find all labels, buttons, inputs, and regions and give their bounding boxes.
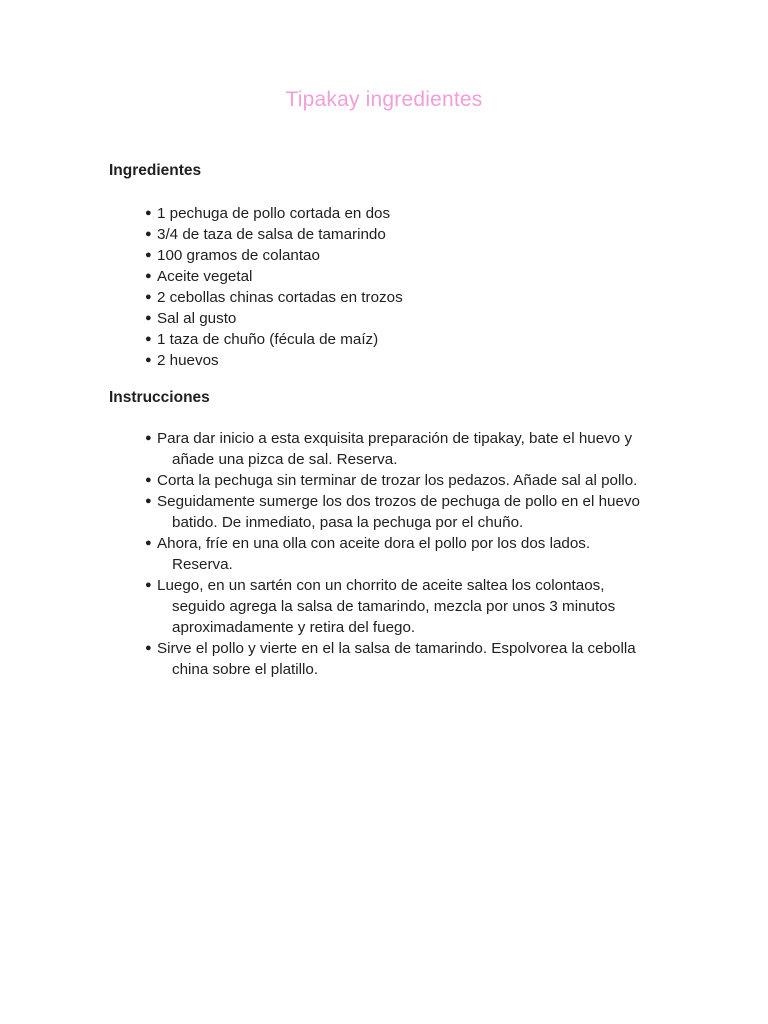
bullet-icon: ● (145, 249, 152, 261)
bullet-icon: ● (145, 474, 152, 486)
ingredient-item: ● 2 huevos (145, 352, 219, 369)
bullet-icon: ● (145, 312, 152, 324)
bullet-icon: ● (145, 432, 152, 444)
instructions-heading: Instrucciones (109, 389, 210, 406)
bullet-icon: ● (145, 579, 152, 591)
bullet-icon: ● (145, 537, 152, 549)
bullet-icon: ● (145, 207, 152, 219)
bullet-icon: ● (145, 333, 152, 345)
instruction-step: ● Luego, en un sartén con un chorrito de aceite saltea los colontaos, seguido agrega la salsa de tamarindo, mezcla por unos 3 minutos aproximadamente y retira del fuego. (145, 577, 616, 636)
instruction-step: ● Ahora, fríe en una olla con aceite dora el pollo por los dos lados. Reserva. (145, 535, 591, 573)
instruction-step: ● Corta la pechuga sin terminar de trozar los pedazos. Añade sal al pollo. (145, 472, 638, 489)
instruction-step: ● Seguidamente sumerge los dos trozos de pechuga de pollo en el huevo batido. De inmediato, pasa la pechuga por el chuño. (145, 493, 640, 531)
ingredient-item: ● 100 gramos de colantao (145, 247, 320, 264)
instruction-step: ● Para dar inicio a esta exquisita preparación de tipakay, bate el huevo y añade una pizca de sal. Reserva. (145, 430, 633, 468)
ingredient-item: ● Aceite vegetal (145, 268, 253, 285)
bullet-icon: ● (145, 642, 152, 654)
bullet-icon: ● (145, 495, 152, 507)
ingredients-list (145, 203, 665, 371)
ingredient-item: ● 1 taza de chuño (fécula de maíz) (145, 331, 379, 348)
ingredient-item: ● 1 pechuga de pollo cortada en dos (145, 205, 391, 222)
bullet-icon: ● (145, 291, 152, 303)
instructions-list (145, 428, 655, 680)
instruction-step: ● Sirve el pollo y vierte en el la salsa de tamarindo. Espolvorea la cebolla china sobre el platillo. (145, 640, 636, 678)
bullet-icon: ● (145, 228, 152, 240)
ingredient-item: ● 2 cebollas chinas cortadas en trozos (145, 289, 403, 306)
ingredient-item: ● 3/4 de taza de salsa de tamarindo (145, 226, 386, 243)
ingredient-item: ● Sal al gusto (145, 310, 237, 327)
document-title: Tipakay ingredientes (285, 88, 483, 111)
ingredients-heading: Ingredientes (109, 162, 202, 179)
bullet-icon: ● (145, 270, 152, 282)
bullet-icon: ● (145, 354, 152, 366)
